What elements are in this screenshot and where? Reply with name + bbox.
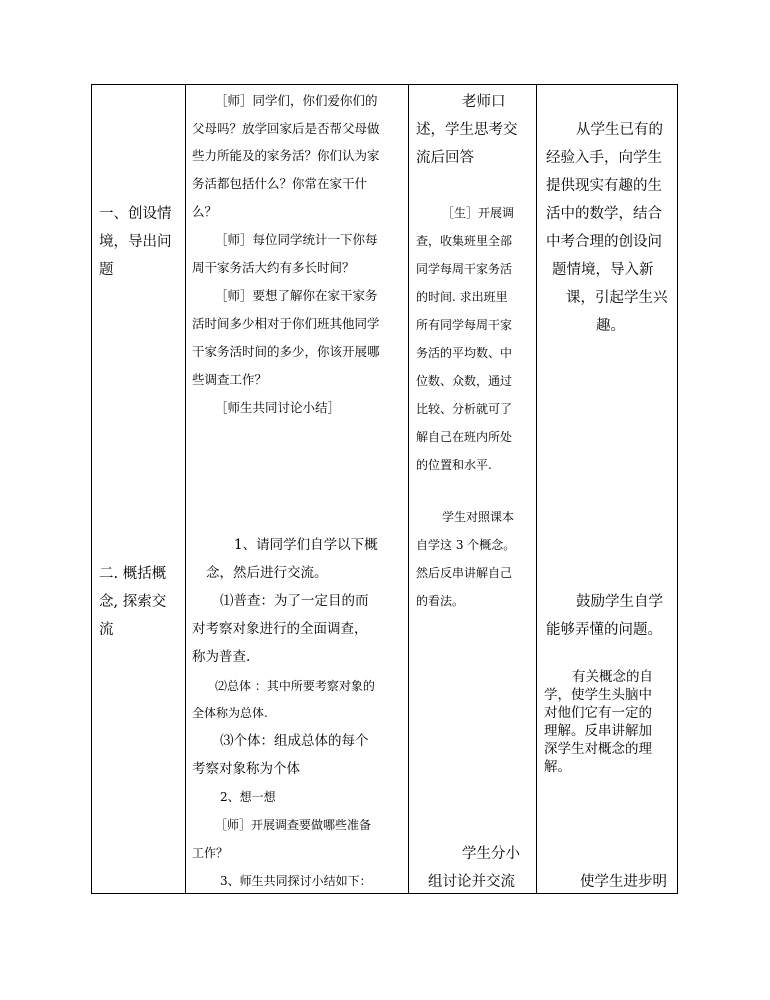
intent-line: 使学生进步明	[580, 874, 667, 890]
intent-line: 从学生已有的	[576, 122, 663, 138]
student-line: 比较、分析就可了	[416, 402, 513, 416]
intent-line: 有关概念的自	[572, 669, 653, 685]
teacher-line: 3、师生共同探讨小结如下：	[220, 874, 372, 888]
teacher-line: 些调查工作？	[192, 372, 268, 387]
teacher-line: 父母吗？放学回家后是否帮父母做	[192, 121, 380, 136]
student-line: 老师口	[462, 94, 506, 110]
intent-line: 解。	[544, 759, 571, 775]
teacher-line: 些力所能及的家务活？你们认为家	[192, 148, 380, 163]
teacher-line: ⑶个体：组成总体的每个	[220, 733, 369, 749]
intent-line: 课，引起学生兴	[566, 290, 668, 306]
intent-line: 鼓励学生自学	[576, 594, 663, 610]
student-line: 务活的平均数、中	[416, 346, 513, 360]
teacher-line: 考察对象称为个体	[192, 761, 300, 777]
teacher-line: 1、请同学们自学以下概	[234, 537, 378, 553]
student-line: 流后回答	[416, 150, 474, 166]
teacher-line: 务活都包括什么？你常在家干什	[192, 176, 368, 191]
teacher-line: 工作？	[192, 846, 229, 860]
intent-line: 提供现实有趣的生	[546, 178, 662, 194]
intent-line: 能够弄懂的问题。	[546, 622, 662, 638]
teacher-line: ［师生共同讨论小结］	[215, 400, 341, 415]
intent-line: 理解。反串讲解加	[544, 723, 652, 739]
student-line: 述，学生思考交	[416, 122, 518, 138]
student-line: 同学每周干家务活	[416, 262, 513, 276]
student-line: 的时间. 求出班里	[416, 290, 508, 304]
student-line: 自学这 3 个概念。	[416, 538, 516, 552]
student-line: 查，收集班里全部	[416, 234, 513, 248]
intent-line: 学，使学生头脑中	[544, 687, 652, 703]
student-line: 学生分小	[462, 846, 520, 862]
student-line: 的位置和水平.	[416, 458, 492, 472]
intent-line: 题情境，导入新	[552, 262, 654, 278]
teacher-line: 对考察对象进行的全面调查，	[192, 621, 368, 637]
student-line: 然后反串讲解自己	[416, 566, 513, 580]
teacher-line: 2、想一想	[220, 790, 276, 804]
teacher-line: 全体称为总体.	[192, 706, 268, 720]
student-line: 所有同学每周干家	[416, 318, 513, 332]
teacher-line: 周干家务活大约有多长时间？	[192, 260, 355, 275]
section-2-line-1: 二. 概括概	[99, 566, 167, 582]
teacher-line: 活时间多少相对于你们班其他同学	[192, 316, 380, 331]
intent-line: 经验入手，向学生	[546, 150, 662, 166]
section-1-line-3: 题	[99, 262, 114, 278]
student-line: 位数、众数，通过	[416, 374, 513, 388]
teacher-line: 念，然后进行交流。	[206, 565, 328, 581]
student-line: 解自己在班内所处	[416, 430, 513, 444]
intent-line: 深学生对概念的理	[544, 741, 652, 757]
intent-line: 趣。	[596, 318, 625, 334]
column-divider	[536, 85, 537, 893]
teacher-line: 么？	[192, 204, 218, 219]
teacher-line: 称为普查.	[192, 649, 251, 665]
teacher-line: 干家务活时间的多少，你该开展哪	[192, 344, 380, 359]
intent-line: 中考合理的创设问	[546, 234, 662, 250]
teacher-line: ⑴普查：为了一定目的而	[220, 593, 369, 609]
student-line: 的看法。	[416, 594, 465, 608]
column-divider	[185, 85, 186, 893]
section-2-line-3: 流	[99, 622, 114, 638]
intent-line: 活中的数学，结合	[546, 206, 662, 222]
column-divider	[408, 85, 409, 893]
teacher-line: ［师］要想了解你在家干家务	[215, 288, 378, 303]
teacher-line: ［师］开展调查要做哪些准备	[215, 818, 372, 832]
section-2-line-2: 念, 探索交	[99, 594, 167, 610]
teacher-line: ⑵总体 ：其中所要考察对象的	[215, 679, 375, 693]
student-line: 组讨论并交流	[428, 874, 515, 890]
student-line: 学生对照课本	[442, 510, 515, 524]
teacher-line: ［师］每位同学统计一下你每	[215, 232, 378, 247]
intent-line: 对他们它有一定的	[544, 705, 652, 721]
teacher-line: ［师］同学们，你们爱你们的	[215, 93, 378, 108]
student-line: ［生］开展调	[442, 206, 515, 220]
section-1-line-1: 一、创设情	[99, 206, 172, 222]
section-1-line-2: 境，导出问	[99, 234, 172, 250]
